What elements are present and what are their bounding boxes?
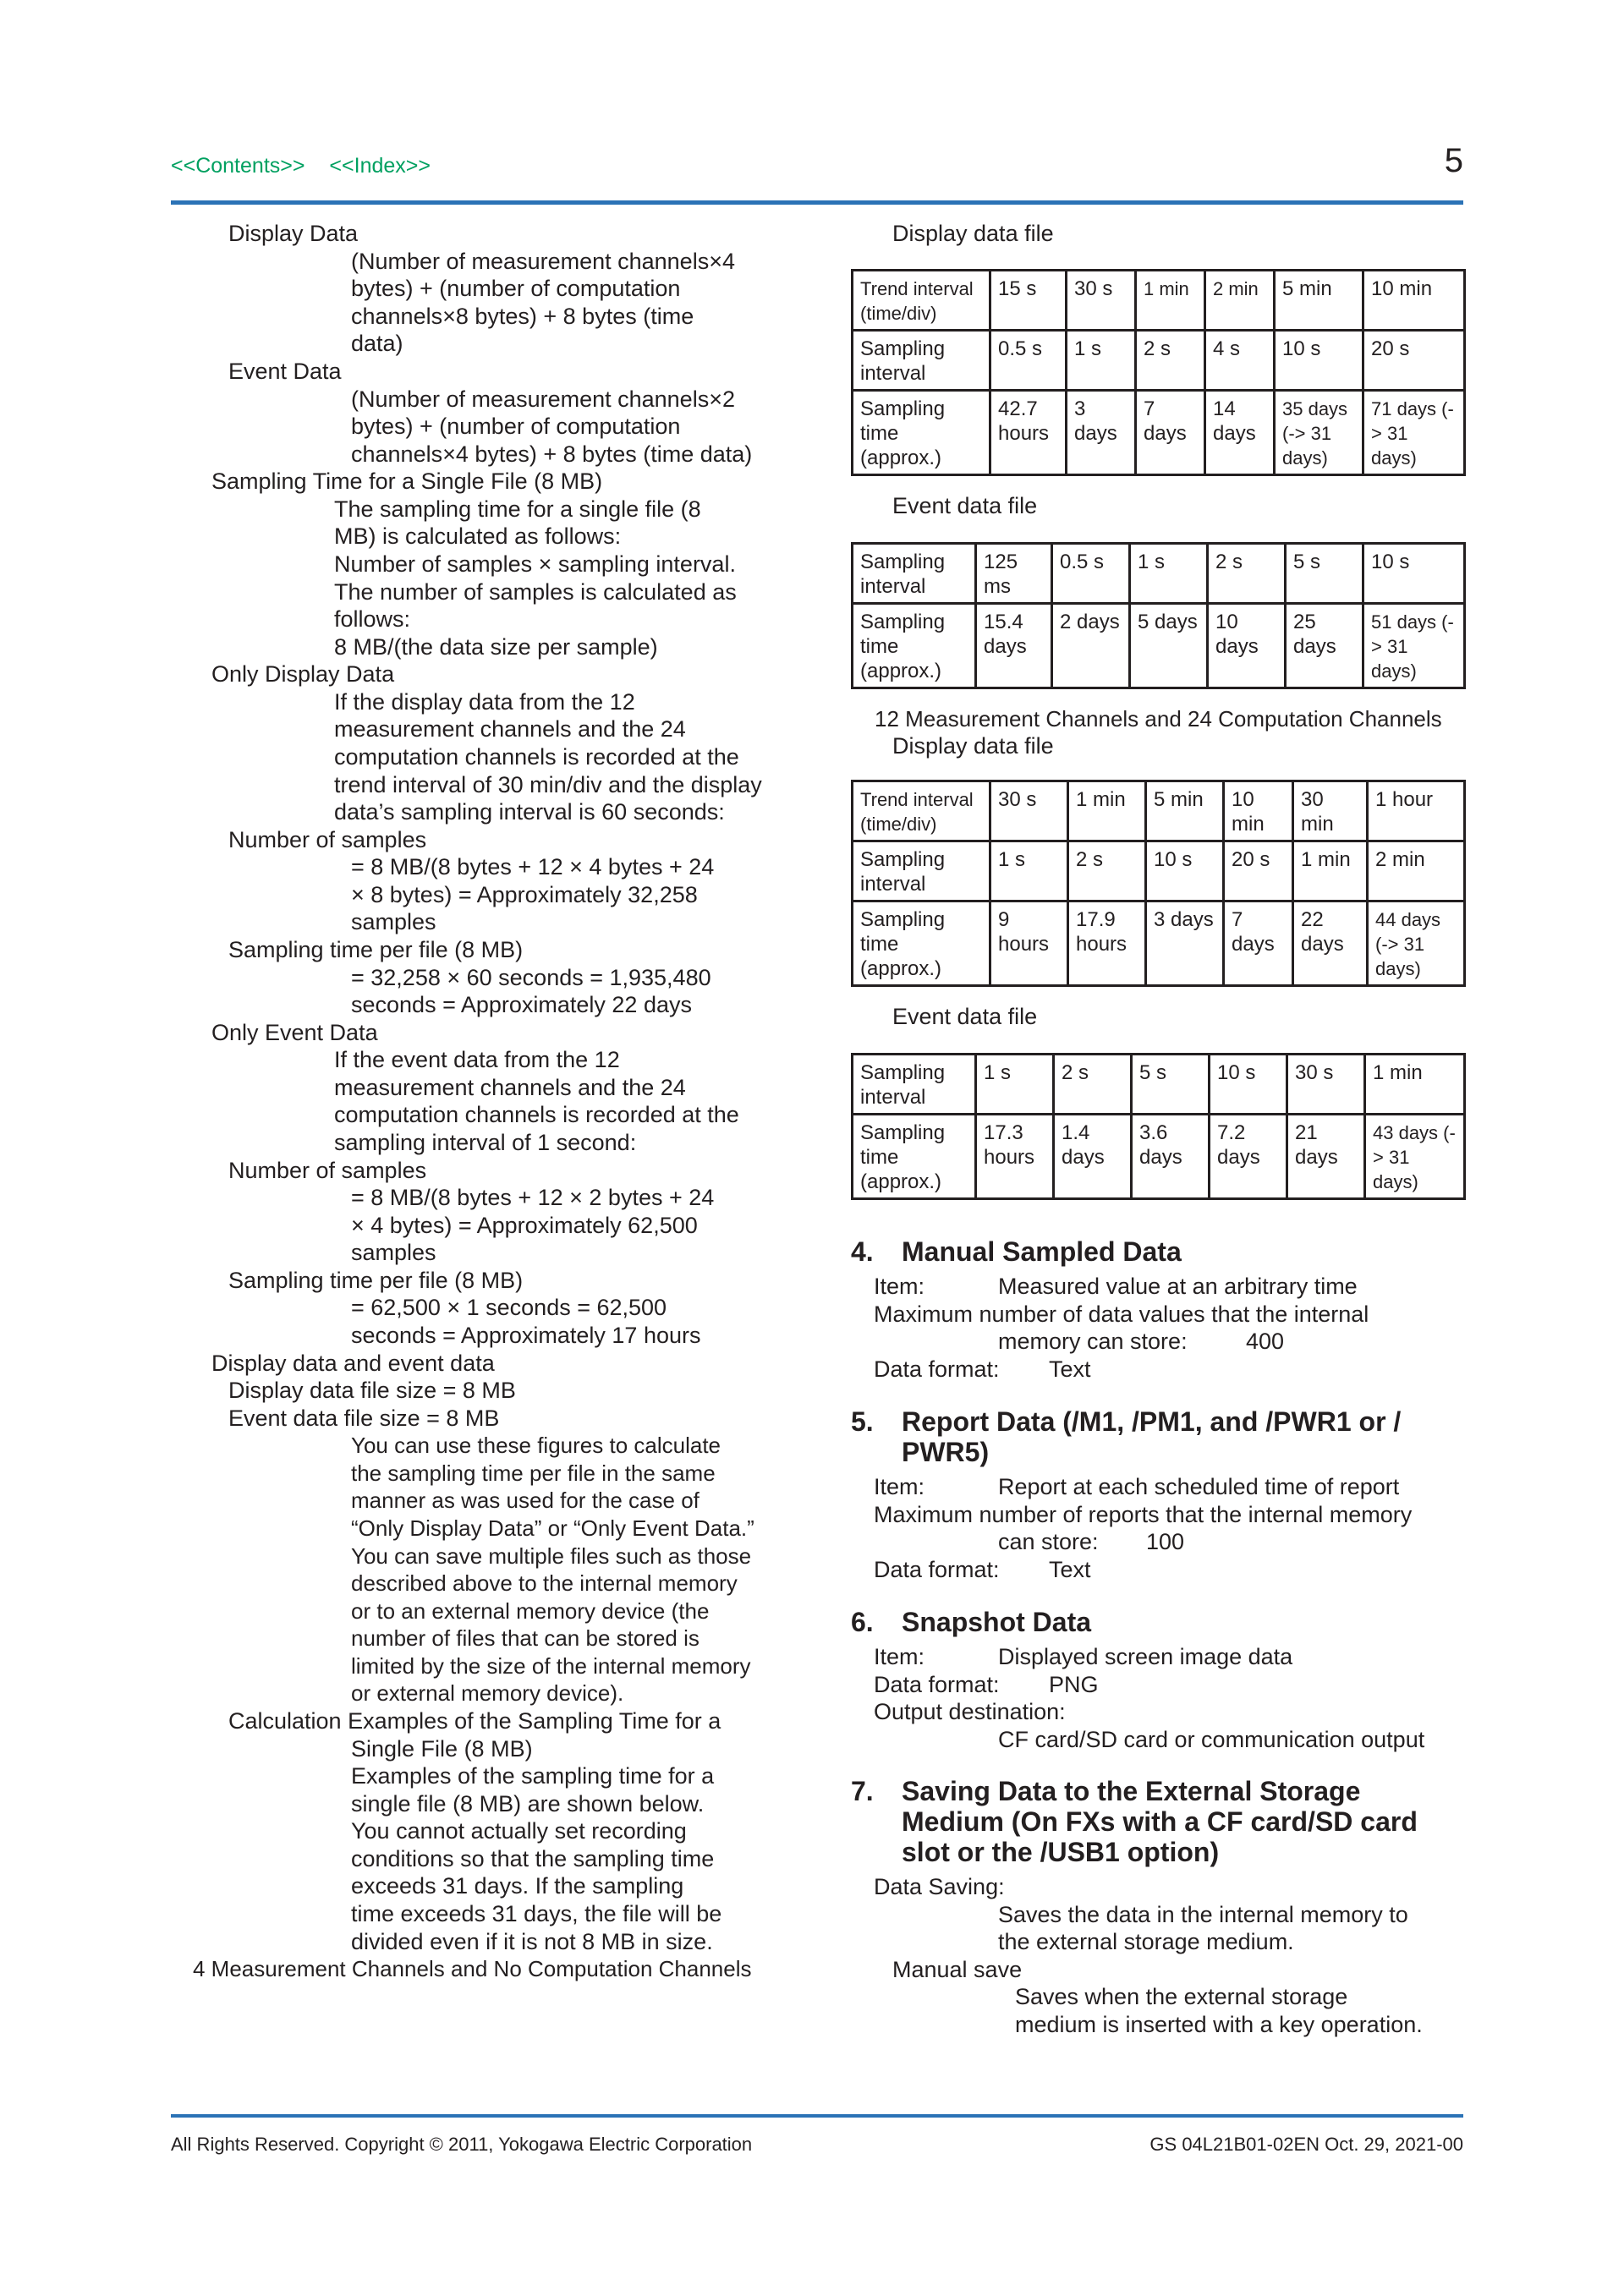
table-cell: 7 days: [1224, 901, 1293, 986]
sec7-manual-line2: medium is inserted with a key operation.: [1015, 2012, 1423, 2037]
table-cell: 2 days: [1052, 604, 1130, 688]
text-line: time exceeds 31 days, the file will be: [351, 1901, 722, 1926]
table-cell: 0.5 s: [990, 331, 1067, 391]
text-line: (Number of measurement channels×2: [351, 386, 735, 412]
section-heading-12ch: 12 Measurement Channels and 24 Computation Channels: [875, 706, 1442, 732]
sec7-saving-line1: Saves the data in the internal memory to: [998, 1902, 1408, 1927]
text-line: = 62,500 × 1 seconds = 62,500: [351, 1295, 667, 1320]
table-cell: Sampling interval: [853, 544, 976, 604]
text-line: seconds = Approximately 22 days: [351, 992, 692, 1017]
event-data-table-4ch: [851, 542, 1466, 689]
sec4-format-value: Text: [1049, 1356, 1091, 1382]
index-link[interactable]: <<Index>>: [329, 154, 431, 178]
text-line: sampling interval of 1 second:: [334, 1130, 637, 1155]
sec4-item-label: Item:: [874, 1274, 925, 1299]
table-cell: 2 min: [1368, 841, 1465, 901]
table-cell: 42.7 hours: [990, 391, 1067, 475]
text-line: manner as was used for the case of: [351, 1488, 700, 1513]
text-line: computation channels is recorded at the: [334, 744, 739, 770]
table-cell: 125 ms: [976, 544, 1052, 604]
table-cell: 44 days (-> 31 days): [1368, 901, 1465, 986]
sec5-max-line2: can store:: [998, 1529, 1099, 1554]
table-cell: Sampling time (approx.): [853, 901, 990, 986]
table-cell: 2 s: [1208, 544, 1286, 604]
table-cell: 25 days: [1286, 604, 1363, 688]
text-line: single file (8 MB) are shown below.: [351, 1791, 705, 1817]
contents-link[interactable]: <<Contents>>: [171, 154, 305, 178]
document-id: GS 04L21B01-02EN Oct. 29, 2021-00: [1149, 2134, 1463, 2155]
text-line: The number of samples is calculated as: [334, 579, 737, 605]
text-line: “Only Display Data” or “Only Event Data.”: [351, 1515, 754, 1541]
table-cell: 10 days: [1208, 604, 1286, 688]
sec4-max-line2: memory can store:: [998, 1329, 1188, 1354]
text-line: If the event data from the 12: [334, 1047, 620, 1072]
sec7-saving-line2: the external storage medium.: [998, 1929, 1294, 1954]
page-number: 5: [1444, 142, 1463, 179]
text-line: You can use these figures to calculate: [351, 1433, 721, 1458]
sec7-manual-line1: Saves when the external storage: [1015, 1984, 1348, 2009]
table-cell: 10 s: [1146, 841, 1224, 901]
table-row: [853, 271, 1465, 331]
table-cell: 71 days (-> 31 days): [1363, 391, 1465, 475]
text-line: described above to the internal memory: [351, 1570, 738, 1596]
table-cell: 1 s: [976, 1055, 1054, 1115]
text-line: bytes) + (number of computation: [351, 414, 681, 439]
section-5-title-line1: Report Data (/M1, /PM1, and /PWR1 or /: [902, 1406, 1402, 1437]
text-line: samples: [351, 1240, 436, 1265]
text-line: MB) is calculated as follows:: [334, 523, 622, 549]
text-line: bytes) + (number of computation: [351, 276, 681, 301]
header-rule: [171, 200, 1463, 205]
sec4-max-value: 400: [1246, 1329, 1285, 1354]
display-data-file-label: Display data file: [892, 221, 1054, 246]
table-cell: 5 days: [1130, 604, 1208, 688]
text-line: Number of samples: [228, 827, 427, 852]
table-cell: 21 days: [1287, 1115, 1365, 1199]
table-cell: Sampling time (approx.): [853, 604, 976, 688]
text-line: Event Data: [228, 359, 342, 384]
section-4-title: Manual Sampled Data: [902, 1236, 1182, 1267]
table-cell: 10 s: [1363, 544, 1465, 604]
text-line: data): [351, 331, 403, 356]
table-cell: 14 days: [1205, 391, 1275, 475]
table-row: [853, 1055, 1465, 1115]
sec7-manual-label: Manual save: [892, 1957, 1023, 1982]
table-cell: Sampling interval: [853, 331, 990, 391]
table-cell: 5 s: [1286, 544, 1363, 604]
table-cell: 1.4 days: [1054, 1115, 1132, 1199]
table-cell: 5 min: [1275, 271, 1363, 331]
sec5-item-label: Item:: [874, 1474, 925, 1499]
sec5-format-label: Data format:: [874, 1557, 1000, 1582]
table-cell: 1 s: [990, 841, 1068, 901]
text-line: limited by the size of the internal memory: [351, 1653, 751, 1679]
table-row: [853, 331, 1465, 391]
text-line: = 8 MB/(8 bytes + 12 × 2 bytes + 24: [351, 1185, 715, 1210]
table-cell: 1 min: [1136, 271, 1205, 331]
table-cell: 4 s: [1205, 331, 1275, 391]
table-cell: 17.3 hours: [976, 1115, 1054, 1199]
sec5-max-value: 100: [1146, 1529, 1185, 1554]
text-line: exceeds 31 days. If the sampling: [351, 1873, 684, 1899]
table-cell: 10 s: [1275, 331, 1363, 391]
table-cell: 2 s: [1054, 1055, 1132, 1115]
text-line: Sampling time per file (8 MB): [228, 937, 524, 962]
table-cell: 20 s: [1224, 841, 1293, 901]
text-line: = 32,258 × 60 seconds = 1,935,480: [351, 965, 711, 990]
text-line: Calculation Examples of the Sampling Time for a: [228, 1708, 721, 1734]
table-cell: 20 s: [1363, 331, 1465, 391]
text-line: Single File (8 MB): [351, 1736, 533, 1762]
text-line: or to an external memory device (the: [351, 1598, 710, 1624]
table-cell: 1 min: [1068, 781, 1146, 841]
text-line: measurement channels and the 24: [334, 1075, 686, 1100]
text-line: data’s sampling interval is 60 seconds:: [334, 799, 725, 825]
table-cell: 2 min: [1205, 271, 1275, 331]
section-7-number: 7.: [851, 1776, 874, 1806]
sec5-max-line1: Maximum number of reports that the internal memory: [874, 1502, 1413, 1527]
text-line: seconds = Approximately 17 hours: [351, 1323, 701, 1348]
sec6-output-value: CF card/SD card or communication output: [998, 1727, 1425, 1752]
text-line: Display data file size = 8 MB: [228, 1378, 516, 1403]
text-line: 8 MB/(the data size per sample): [334, 634, 658, 660]
text-line: Display Data: [228, 221, 359, 246]
sec6-output-label: Output destination:: [874, 1699, 1066, 1724]
text-line: Sampling time per file (8 MB): [228, 1268, 524, 1293]
table-cell: Sampling interval: [853, 1055, 976, 1115]
table-cell: Trend interval (time/div): [853, 781, 990, 841]
sec6-format-value: PNG: [1049, 1672, 1099, 1697]
table-row: [853, 544, 1465, 604]
text-line: Sampling Time for a Single File (8 MB): [211, 469, 603, 494]
table-row: [853, 781, 1465, 841]
table-cell: 22 days: [1293, 901, 1368, 986]
display-data-table-4ch: [851, 269, 1466, 476]
text-line: × 4 bytes) = Approximately 62,500: [351, 1213, 698, 1238]
table-cell: 51 days (-> 31 days): [1363, 604, 1465, 688]
sec6-item-value: Displayed screen image data: [998, 1644, 1293, 1669]
sec4-item-value: Measured value at an arbitrary time: [998, 1274, 1358, 1299]
table-cell: 5 min: [1146, 781, 1224, 841]
table-cell: 1 s: [1130, 544, 1208, 604]
table-cell: Trend interval (time/div): [853, 271, 990, 331]
table-cell: Sampling time (approx.): [853, 1115, 976, 1199]
table-cell: 30 s: [990, 781, 1068, 841]
table-cell: 10 min: [1224, 781, 1293, 841]
table-cell: 30 min: [1293, 781, 1368, 841]
table-row: [853, 841, 1465, 901]
text-line: The sampling time for a single file (8: [334, 496, 701, 522]
table-cell: 15.4 days: [976, 604, 1052, 688]
table-cell: 1 min: [1365, 1055, 1465, 1115]
text-line: Display data and event data: [211, 1351, 495, 1376]
header-links: [171, 154, 449, 178]
text-line: Only Event Data: [211, 1020, 378, 1045]
sec6-item-label: Item:: [874, 1644, 925, 1669]
event-data-file-label: Event data file: [892, 1004, 1038, 1029]
text-line: divided even if it is not 8 MB in size.: [351, 1929, 713, 1954]
table-cell: 0.5 s: [1052, 544, 1130, 604]
table-row: [853, 604, 1465, 688]
sec4-max-line1: Maximum number of data values that the internal: [874, 1301, 1369, 1327]
table-cell: 1 hour: [1368, 781, 1465, 841]
table-cell: 35 days (-> 31 days): [1275, 391, 1363, 475]
text-line: trend interval of 30 min/div and the display: [334, 772, 762, 797]
text-line: or external memory device).: [351, 1680, 624, 1706]
table-cell: 5 s: [1132, 1055, 1210, 1115]
table-row: [853, 1115, 1465, 1199]
text-line: conditions so that the sampling time: [351, 1846, 715, 1871]
table-cell: 9 hours: [990, 901, 1068, 986]
table-row: [853, 901, 1465, 986]
section-6-number: 6.: [851, 1607, 874, 1637]
table-cell: 30 s: [1287, 1055, 1365, 1115]
text-line: the sampling time per file in the same: [351, 1460, 716, 1486]
section-5-number: 5.: [851, 1406, 874, 1437]
text-line: 4 Measurement Channels and No Computation Channels: [193, 1956, 752, 1981]
table-cell: 1 min: [1293, 841, 1368, 901]
table-row: [853, 391, 1465, 475]
text-line: channels×4 bytes) + 8 bytes (time data): [351, 441, 753, 467]
sec7-saving-label: Data Saving:: [874, 1874, 1005, 1899]
table-cell: Sampling time (approx.): [853, 391, 990, 475]
text-line: computation channels is recorded at the: [334, 1102, 739, 1127]
sec5-format-value: Text: [1049, 1557, 1091, 1582]
table-cell: 17.9 hours: [1068, 901, 1146, 986]
event-data-table-12ch: [851, 1053, 1466, 1200]
event-data-file-label: Event data file: [892, 493, 1038, 518]
table-cell: 2 s: [1136, 331, 1205, 391]
section-7-title-line3: slot or the /USB1 option): [902, 1837, 1220, 1867]
text-line: If the display data from the 12: [334, 689, 635, 715]
text-line: Number of samples × sampling interval.: [334, 551, 736, 577]
footer-rule: [171, 2114, 1463, 2118]
text-line: × 8 bytes) = Approximately 32,258: [351, 882, 698, 907]
table-cell: 2 s: [1068, 841, 1146, 901]
table-cell: 3 days: [1146, 901, 1224, 986]
text-line: Event data file size = 8 MB: [228, 1406, 500, 1431]
sec5-item-value: Report at each scheduled time of report: [998, 1474, 1400, 1499]
text-line: channels×8 bytes) + 8 bytes (time: [351, 304, 694, 329]
section-7-title-line2: Medium (On FXs with a CF card/SD card: [902, 1806, 1418, 1837]
display-data-file-label: Display data file: [892, 733, 1054, 759]
table-cell: Sampling interval: [853, 841, 990, 901]
sec4-format-label: Data format:: [874, 1356, 1000, 1382]
sec6-format-label: Data format:: [874, 1672, 1000, 1697]
text-line: = 8 MB/(8 bytes + 12 × 4 bytes + 24: [351, 854, 715, 879]
table-cell: 15 s: [990, 271, 1067, 331]
text-line: Only Display Data: [211, 661, 395, 687]
table-cell: 30 s: [1067, 271, 1136, 331]
table-cell: 7 days: [1136, 391, 1205, 475]
table-cell: 7.2 days: [1210, 1115, 1287, 1199]
text-line: number of files that can be stored is: [351, 1625, 700, 1651]
table-cell: 1 s: [1067, 331, 1136, 391]
table-cell: 3.6 days: [1132, 1115, 1210, 1199]
table-cell: 10 min: [1363, 271, 1465, 331]
section-7-title-line1: Saving Data to the External Storage: [902, 1776, 1361, 1806]
text-line: measurement channels and the 24: [334, 716, 686, 742]
text-line: samples: [351, 909, 436, 934]
section-5-title-line2: PWR5): [902, 1437, 990, 1467]
text-line: You can save multiple files such as those: [351, 1543, 752, 1569]
table-cell: 3 days: [1067, 391, 1136, 475]
text-line: Number of samples: [228, 1158, 427, 1183]
section-6-title: Snapshot Data: [902, 1607, 1092, 1637]
text-line: (Number of measurement channels×4: [351, 249, 735, 274]
text-line: follows:: [334, 606, 411, 632]
table-cell: 10 s: [1210, 1055, 1287, 1115]
text-line: Examples of the sampling time for a: [351, 1763, 715, 1789]
table-cell: 43 days (-> 31 days): [1365, 1115, 1465, 1199]
section-4-number: 4.: [851, 1236, 874, 1267]
display-data-table-12ch: [851, 780, 1466, 987]
text-line: You cannot actually set recording: [351, 1818, 687, 1844]
copyright: All Rights Reserved. Copyright © 2011, Yokogawa Electric Corporation: [171, 2134, 753, 2155]
